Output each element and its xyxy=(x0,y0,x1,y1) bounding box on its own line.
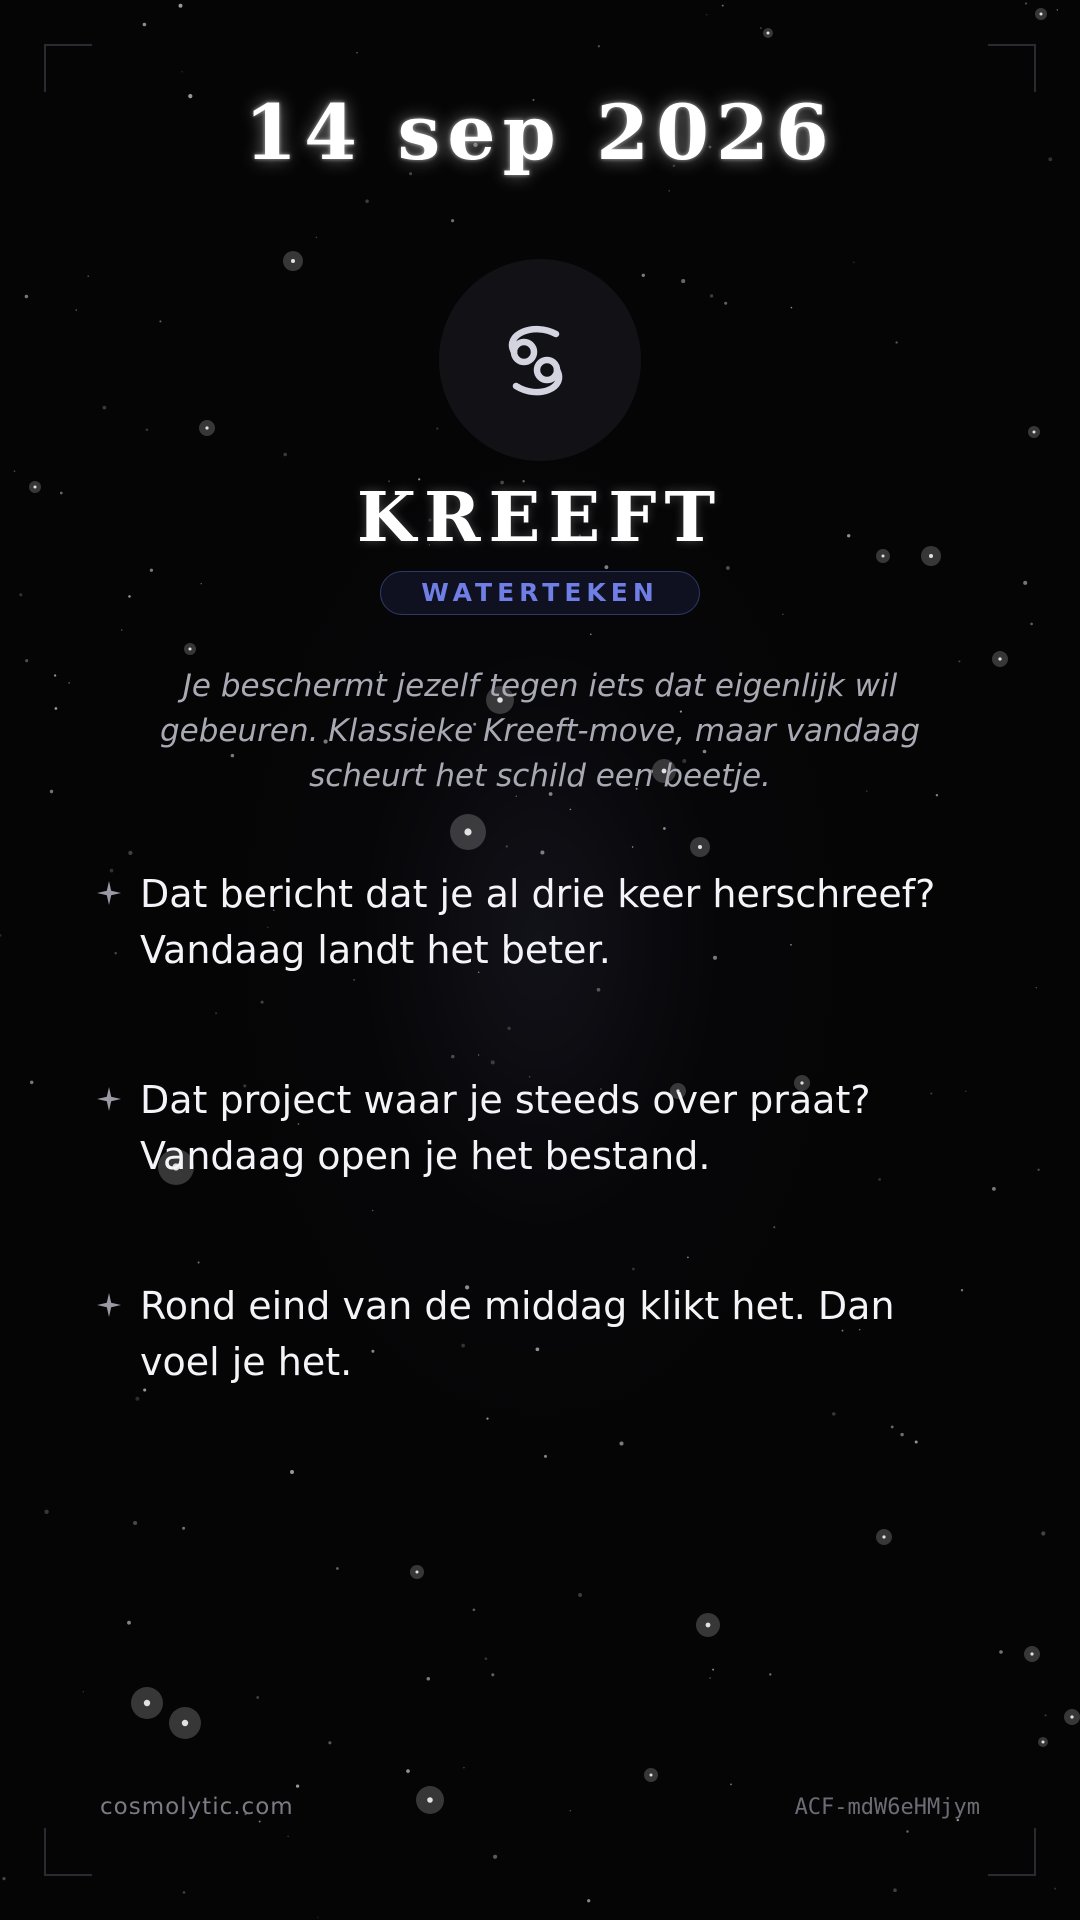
star xyxy=(25,295,28,298)
star xyxy=(706,14,707,15)
footer-site-link[interactable]: cosmolytic.com xyxy=(100,1794,294,1820)
corner-frame-top-right xyxy=(988,44,1036,92)
star xyxy=(730,1784,732,1786)
glow-star-core xyxy=(1042,1741,1045,1744)
star xyxy=(491,1060,495,1064)
glow-star-core xyxy=(189,648,192,651)
glow-star-core xyxy=(464,828,471,835)
star xyxy=(365,200,368,203)
corner-frame-bottom-right xyxy=(988,1828,1036,1876)
star xyxy=(436,427,438,429)
star xyxy=(832,1412,835,1415)
star xyxy=(906,1830,909,1833)
star xyxy=(25,659,28,662)
star xyxy=(1054,1888,1056,1890)
star xyxy=(632,846,633,847)
star xyxy=(663,827,666,830)
star xyxy=(75,309,77,311)
star xyxy=(1057,9,1059,11)
star xyxy=(110,869,114,873)
star xyxy=(598,45,600,47)
star xyxy=(179,4,183,8)
star xyxy=(853,262,855,264)
star xyxy=(463,1767,465,1769)
star xyxy=(451,1055,454,1058)
star xyxy=(709,1677,711,1679)
star xyxy=(570,1810,571,1811)
star xyxy=(68,682,70,684)
star xyxy=(668,190,669,191)
star xyxy=(114,952,117,955)
glow-star-core xyxy=(767,32,770,35)
zodiac-glyph-badge xyxy=(439,259,641,461)
forecast-point-text: Dat project waar je steeds over praat? Vandaag open je het bestand. xyxy=(140,1078,871,1178)
star xyxy=(328,1741,331,1744)
star xyxy=(127,1621,131,1625)
star xyxy=(724,302,727,305)
star xyxy=(619,1441,623,1445)
glow-star-core xyxy=(1040,13,1043,16)
star xyxy=(87,275,89,277)
star xyxy=(372,1210,374,1212)
glow-star-core xyxy=(416,1571,419,1574)
star xyxy=(50,790,53,793)
star xyxy=(287,1836,288,1837)
glow-star-core xyxy=(291,259,295,263)
star xyxy=(587,1899,590,1902)
star xyxy=(540,850,544,854)
star xyxy=(55,707,58,710)
sparkle-icon xyxy=(96,880,122,906)
star xyxy=(895,341,897,343)
star xyxy=(261,1001,264,1004)
intro-text: Je beschermt jezelf tegen iets dat eigenlijk wil gebeuren. Klassieke Kreeft-move, maar vandaag scheurt het schild een beetje. xyxy=(159,668,920,794)
element-badge: WATERTEKEN xyxy=(380,571,700,615)
corner-frame-top-left xyxy=(44,44,92,92)
star xyxy=(1037,1169,1039,1171)
star xyxy=(14,470,16,472)
star xyxy=(44,1510,48,1514)
star xyxy=(493,1855,497,1859)
star xyxy=(451,219,454,222)
star xyxy=(54,674,56,676)
star xyxy=(2,1877,5,1880)
star xyxy=(478,1054,479,1055)
star xyxy=(201,583,202,584)
star xyxy=(317,1917,318,1918)
star xyxy=(1025,2,1027,4)
glow-star-core xyxy=(998,657,1001,660)
star xyxy=(632,1268,635,1271)
star xyxy=(485,1657,488,1660)
star xyxy=(83,1691,84,1692)
star xyxy=(506,845,508,847)
star xyxy=(893,1888,897,1892)
star xyxy=(336,1567,339,1570)
star xyxy=(760,27,762,29)
star xyxy=(133,1521,137,1525)
sign-name: KREEFT xyxy=(356,478,724,558)
glow-star-core xyxy=(650,1774,653,1777)
star xyxy=(769,1673,771,1675)
star xyxy=(915,1440,918,1443)
star xyxy=(590,633,592,635)
star xyxy=(958,660,960,662)
star xyxy=(507,1027,510,1030)
star xyxy=(605,565,609,569)
star xyxy=(1045,1714,1047,1716)
star xyxy=(215,1012,217,1014)
glow-star-core xyxy=(1070,1715,1073,1718)
star xyxy=(710,294,713,297)
star xyxy=(103,406,107,410)
glow-star-core xyxy=(698,845,702,849)
star xyxy=(491,1673,494,1676)
star xyxy=(121,629,123,631)
star xyxy=(183,1891,186,1894)
star xyxy=(259,1821,261,1823)
star xyxy=(1030,623,1033,626)
glow-star-core xyxy=(706,1623,711,1628)
star xyxy=(900,1433,903,1436)
glow-star-core xyxy=(205,426,208,429)
star xyxy=(128,851,132,855)
star xyxy=(999,1650,1003,1654)
glow-star-core xyxy=(144,1700,150,1706)
footer-reference-code: ACF-mdW6eHMjym xyxy=(794,1795,980,1820)
cancer-zodiac-icon xyxy=(494,314,586,406)
glow-star-core xyxy=(427,1797,433,1803)
sparkle-icon xyxy=(96,1086,122,1112)
star xyxy=(181,71,182,72)
star xyxy=(0,934,1,937)
star xyxy=(146,428,149,431)
forecast-point-text: Dat bericht dat je al drie keer herschreef? Vandaag landt het beter. xyxy=(140,872,936,972)
star xyxy=(356,52,357,53)
star xyxy=(597,988,601,992)
star xyxy=(19,593,22,596)
glow-star-core xyxy=(1030,1652,1033,1655)
corner-frame-bottom-left xyxy=(44,1828,92,1876)
star xyxy=(992,1187,996,1191)
star xyxy=(296,1784,299,1787)
star xyxy=(578,1593,582,1597)
star xyxy=(198,1262,200,1264)
star xyxy=(427,1677,431,1681)
glow-star-core xyxy=(1033,431,1036,434)
star xyxy=(544,1455,547,1458)
star xyxy=(687,1256,689,1258)
date-heading: 14 sep 2026 xyxy=(244,88,836,177)
star xyxy=(143,23,147,27)
star xyxy=(773,1226,775,1228)
star xyxy=(406,1769,410,1773)
star xyxy=(1036,987,1037,988)
star xyxy=(782,614,783,615)
sparkle-icon xyxy=(96,1292,122,1318)
star xyxy=(135,1397,139,1401)
star xyxy=(486,1417,488,1419)
glow-star-core xyxy=(882,1535,885,1538)
star xyxy=(150,569,153,572)
star xyxy=(791,307,793,309)
forecast-point-text: Rond eind van de middag klikt het. Dan voel je het. xyxy=(140,1284,895,1384)
star xyxy=(726,566,730,570)
star xyxy=(30,1081,33,1084)
star xyxy=(283,453,287,457)
star xyxy=(128,595,131,598)
star xyxy=(570,809,572,811)
star xyxy=(642,274,645,277)
star xyxy=(891,1425,894,1428)
glow-star-core xyxy=(182,1720,188,1726)
star xyxy=(256,1696,259,1699)
star xyxy=(1041,1531,1045,1535)
star xyxy=(722,5,724,7)
star xyxy=(290,1470,294,1474)
star xyxy=(712,1669,714,1671)
star xyxy=(1023,581,1027,585)
star xyxy=(316,237,318,239)
star xyxy=(353,979,354,980)
star xyxy=(182,1527,185,1530)
star xyxy=(159,320,161,322)
star xyxy=(681,279,685,283)
star xyxy=(473,1608,476,1611)
